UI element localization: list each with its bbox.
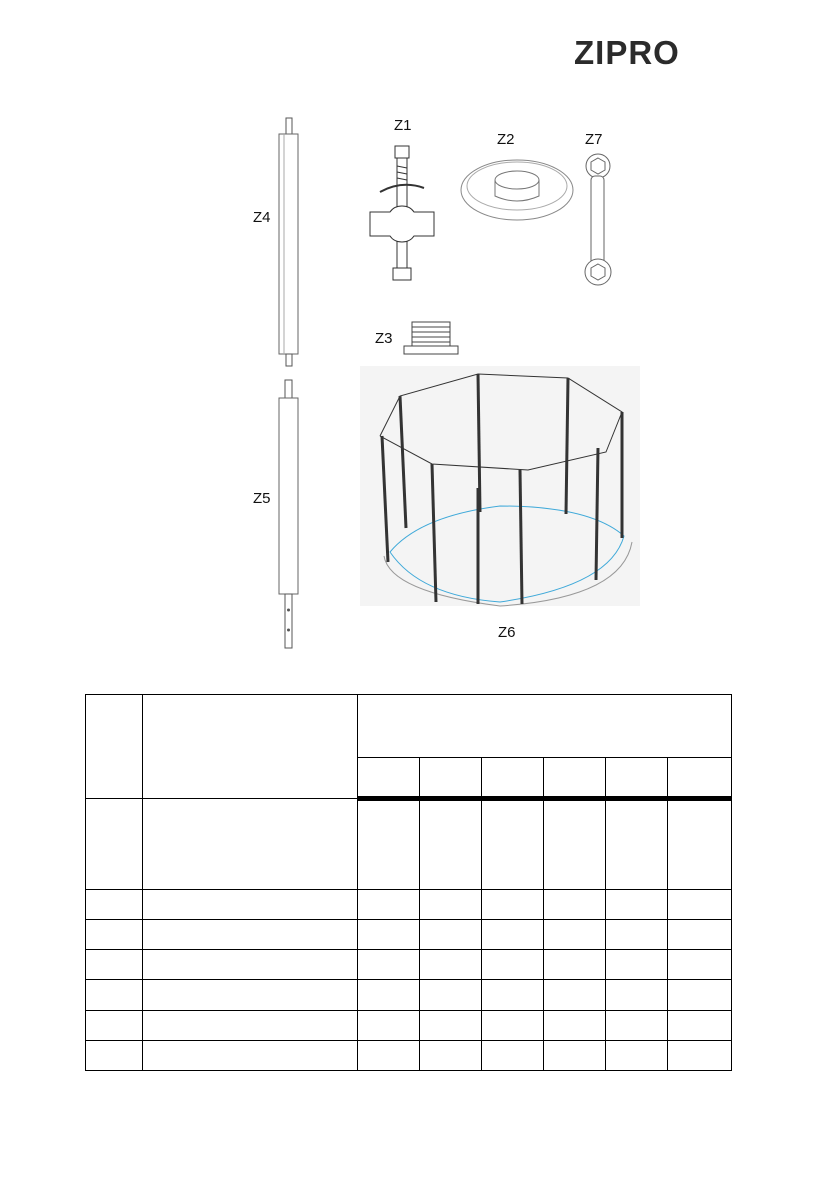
table-header-row: [86, 695, 732, 758]
table-cell: [86, 799, 143, 890]
header-cell-name: [143, 695, 358, 799]
label-z6: Z6: [498, 624, 516, 641]
table-cell: [482, 889, 544, 919]
plug-z3-drawing: [402, 322, 462, 356]
table-cell: [358, 919, 420, 949]
pole-z5-drawing: [276, 380, 304, 650]
table-cell: [86, 919, 143, 949]
table-cell: [668, 1040, 732, 1070]
subheader-cell: [544, 758, 606, 799]
table-cell: [606, 919, 668, 949]
table-cell: [420, 889, 482, 919]
table-cell: [482, 799, 544, 890]
table-cell: [482, 919, 544, 949]
table-cell: [143, 950, 358, 980]
table-row: [86, 799, 732, 890]
table-cell: [482, 980, 544, 1010]
table-cell: [606, 950, 668, 980]
table-cell: [143, 799, 358, 890]
table-cell: [544, 919, 606, 949]
table-cell: [86, 950, 143, 980]
net-z6-drawing: [360, 366, 640, 606]
table-cell: [482, 1010, 544, 1040]
subheader-cell: [358, 758, 420, 799]
label-z4: Z4: [253, 209, 271, 226]
header-cell-number: [86, 695, 143, 799]
table-cell: [420, 919, 482, 949]
table-cell: [482, 950, 544, 980]
label-z3: Z3: [375, 330, 393, 347]
subheader-cell: [668, 758, 732, 799]
table-cell: [358, 1040, 420, 1070]
table-cell: [544, 980, 606, 1010]
table-cell: [420, 1010, 482, 1040]
table-cell: [482, 1040, 544, 1070]
table-cell: [544, 1010, 606, 1040]
label-z2: Z2: [497, 131, 515, 148]
table-cell: [358, 950, 420, 980]
label-z1: Z1: [394, 117, 412, 134]
table-cell: [358, 1010, 420, 1040]
pole-z4-drawing: [276, 118, 304, 368]
table-row: [86, 889, 732, 919]
svg-text:ZIPRO: ZIPRO: [574, 38, 680, 66]
table-cell: [668, 1010, 732, 1040]
table-cell: [143, 889, 358, 919]
table-cell: [86, 889, 143, 919]
table-cell: [86, 1040, 143, 1070]
table-cell: [606, 799, 668, 890]
table-cell: [143, 1040, 358, 1070]
table-row: [86, 1040, 732, 1070]
table-cell: [358, 889, 420, 919]
wrench-z7-drawing: [580, 152, 622, 288]
table-cell: [420, 950, 482, 980]
table-cell: [606, 980, 668, 1010]
table-cell: [544, 799, 606, 890]
header-cell-group: [358, 695, 732, 758]
table-cell: [86, 980, 143, 1010]
table-cell: [420, 799, 482, 890]
table-cell: [544, 889, 606, 919]
table-cell: [606, 1040, 668, 1070]
table-cell: [668, 919, 732, 949]
table-cell: [143, 919, 358, 949]
table-row: [86, 950, 732, 980]
table-cell: [358, 980, 420, 1010]
table-cell: [86, 1010, 143, 1040]
table-cell: [143, 1010, 358, 1040]
table-cell: [358, 799, 420, 890]
table-cell: [544, 1040, 606, 1070]
subheader-cell: [482, 758, 544, 799]
table-cell: [143, 980, 358, 1010]
table-cell: [606, 1010, 668, 1040]
table-cell: [668, 980, 732, 1010]
table-cell: [420, 980, 482, 1010]
cap-z2-drawing: [458, 150, 576, 232]
label-z7: Z7: [585, 131, 603, 148]
table-cell: [668, 950, 732, 980]
table-row: [86, 980, 732, 1010]
table-cell: [420, 1040, 482, 1070]
label-z5: Z5: [253, 490, 271, 507]
table-row: [86, 919, 732, 949]
subheader-cell: [420, 758, 482, 799]
table-cell: [606, 889, 668, 919]
parts-table: [85, 694, 732, 1071]
zipro-logo: [574, 38, 746, 66]
subheader-cell: [606, 758, 668, 799]
bolt-z1-drawing: [362, 146, 442, 286]
table-cell: [668, 799, 732, 890]
table-cell: [668, 889, 732, 919]
table-cell: [544, 950, 606, 980]
table-row: [86, 1010, 732, 1040]
